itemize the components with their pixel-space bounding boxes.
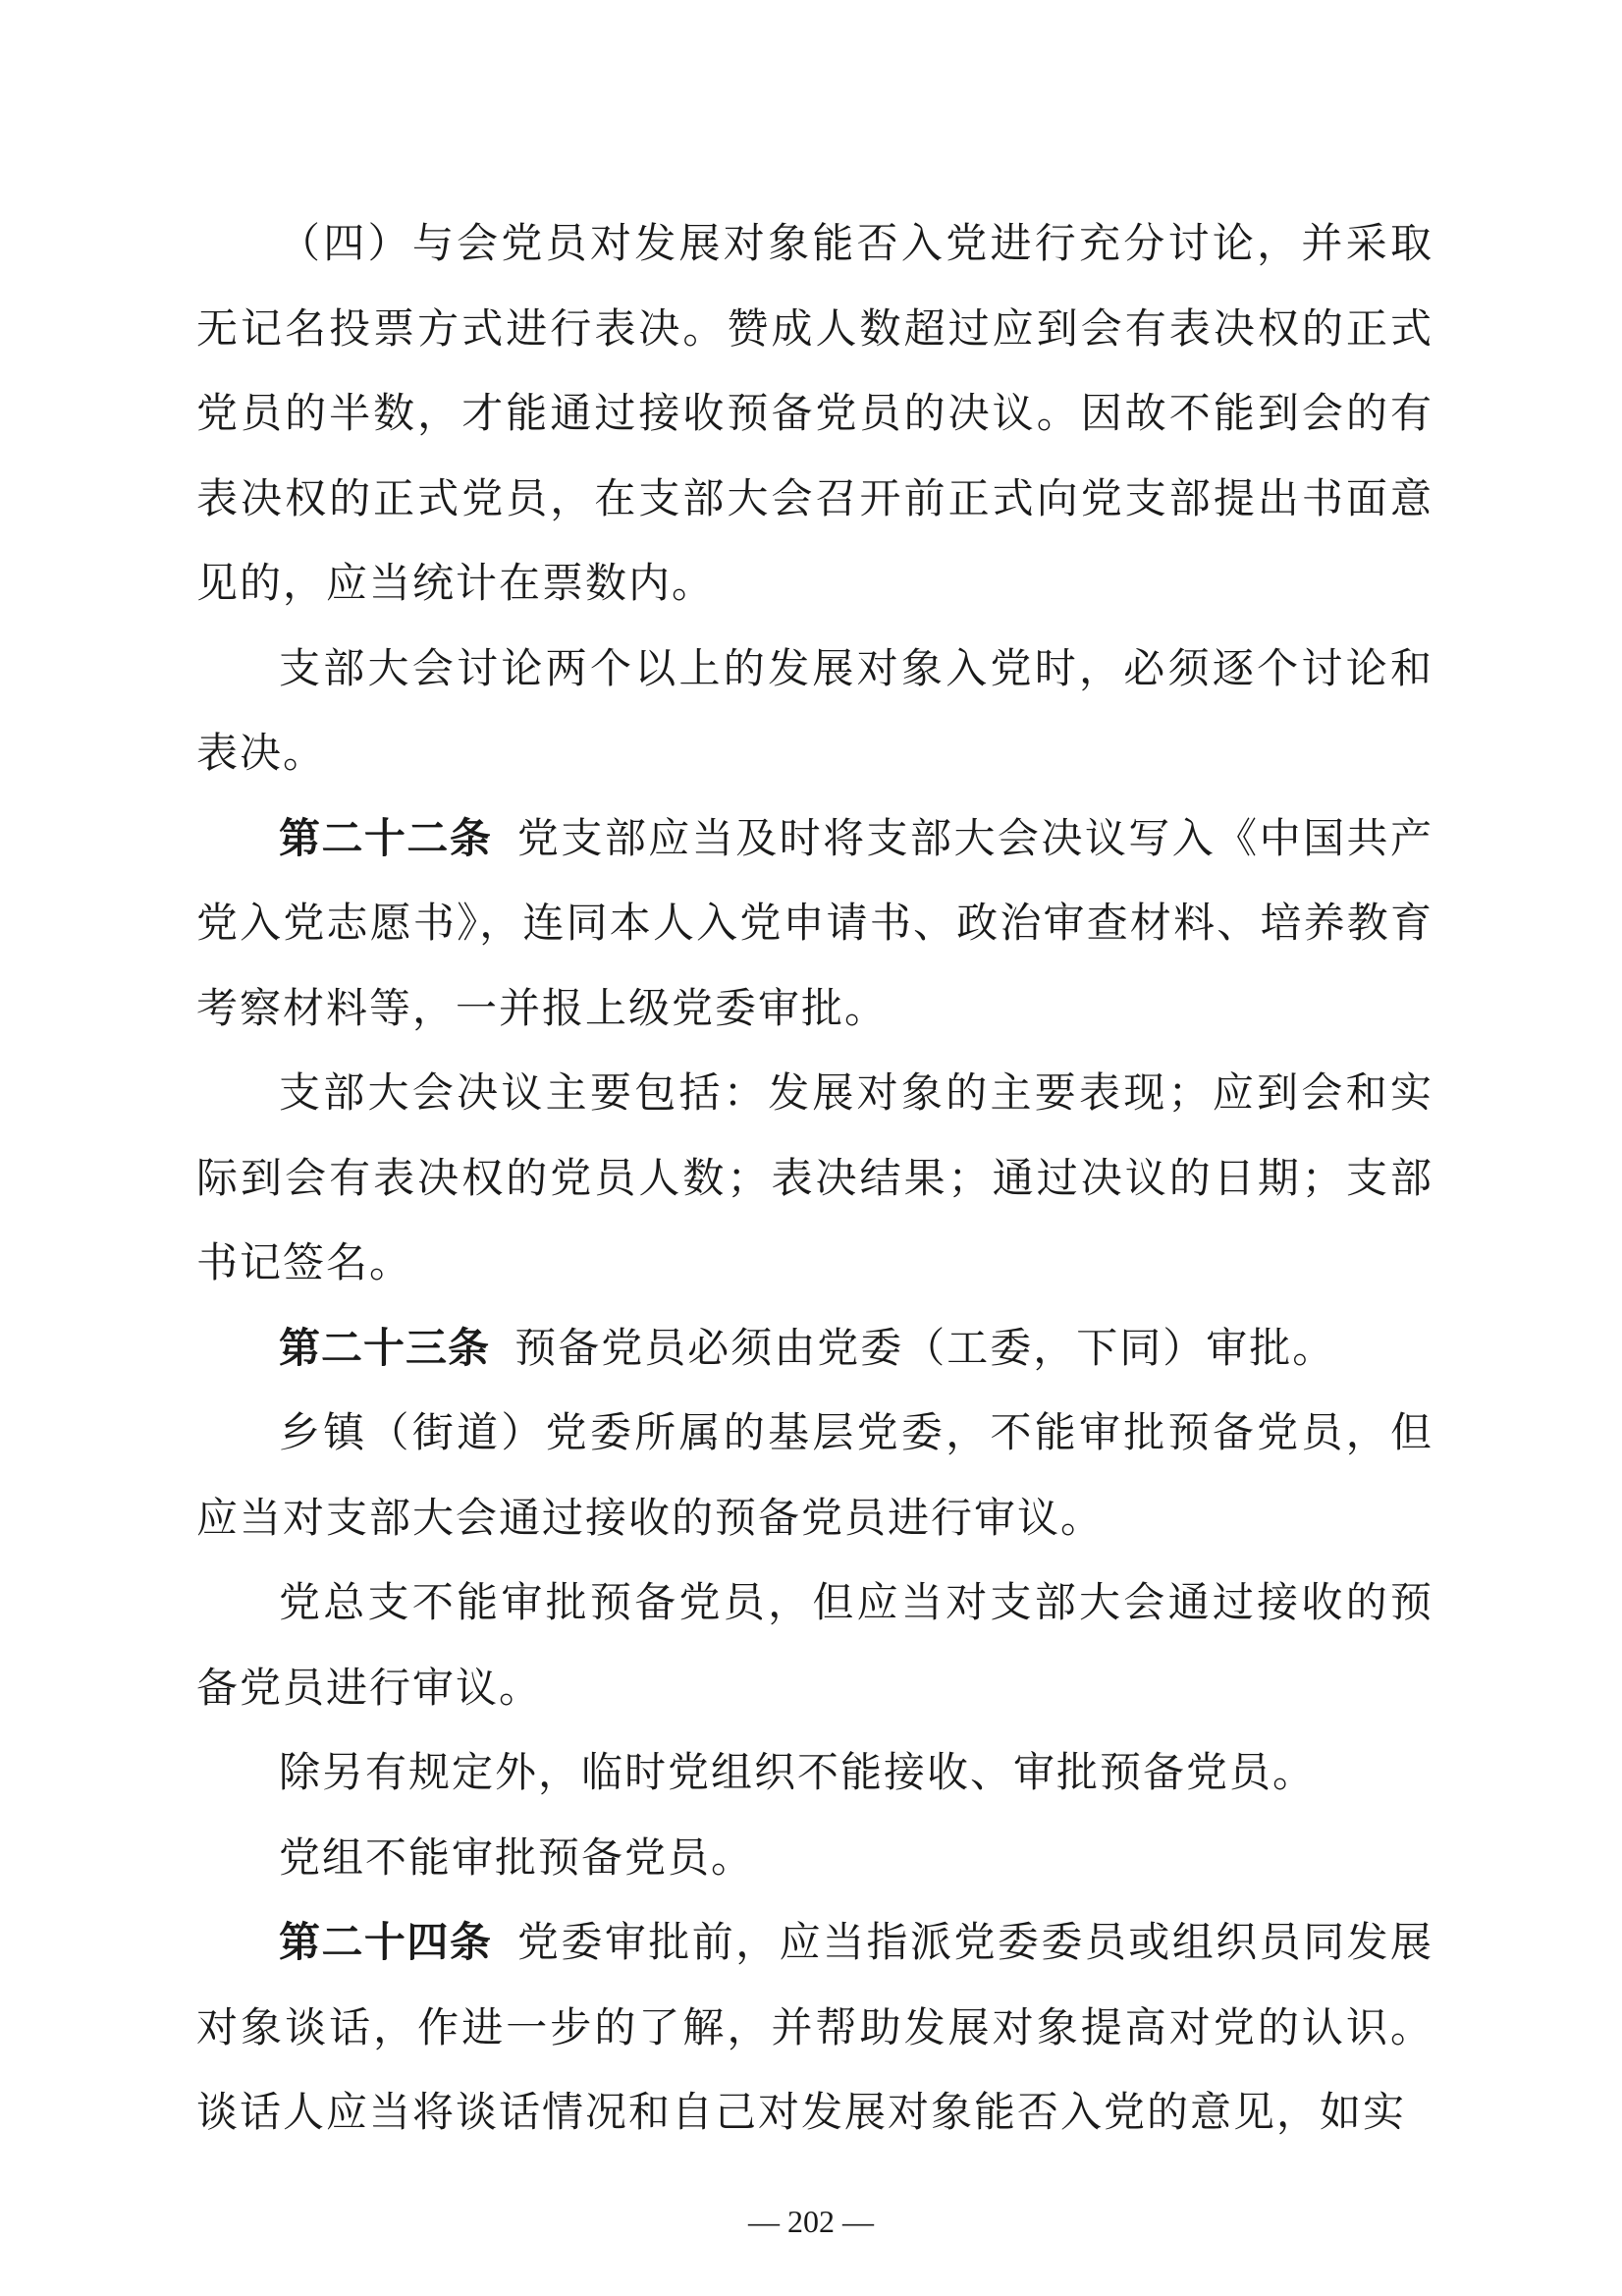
paragraph-7: [196, 1560, 1433, 1730]
article-22: [196, 796, 1433, 1052]
paragraph-9: [196, 1816, 1433, 1901]
paragraph-text: 党委审批前，应当指派党委委员或组织员同发展对象谈话，作进一步的了解，并帮助发展对象提高对党的认识。谈话人应当将谈话情况和自己对发展对象能否入党的意见，如实: [196, 1918, 1433, 2136]
paragraph-text: 党组不能审批预备党员。: [279, 1832, 755, 1882]
page-number: — 202 —: [748, 2204, 874, 2239]
paragraph-8: [196, 1730, 1433, 1816]
article-number: 第二十三条: [279, 1323, 491, 1372]
body-text: [196, 201, 1433, 2156]
article-23: [196, 1306, 1433, 1392]
paragraph-text: 支部大会讨论两个以上的发展对象入党时，必须逐个讨论和表决。: [196, 643, 1433, 777]
article-24: [196, 1900, 1433, 2156]
article-number: 第二十二条: [279, 813, 493, 862]
paragraph-text: （四）与会党员对发展对象能否入党进行充分讨论，并采取无记名投票方式进行表决。赞成人数超过应到会有表决权的正式党员的半数，才能通过接收预备党员的决议。因故不能到会的有表决权的正式党员，在支部大会召开前正式向党支部提出书面意见的，应当统计在票数内。: [196, 219, 1433, 607]
paragraph-text: 除另有规定外，临时党组织不能接收、审批预备党员。: [279, 1748, 1317, 1796]
paragraph-6: [196, 1391, 1433, 1560]
paragraph-2: [196, 627, 1433, 796]
paragraph-4: [196, 1051, 1433, 1306]
article-number: 第二十四条: [279, 1918, 493, 1966]
paragraph-text: 预备党员必须由党委（工委，下同）审批。: [514, 1323, 1336, 1372]
paragraph-text: 党支部应当及时将支部大会决议写入《中国共产党入党志愿书》，连同本人入党申请书、政治审查材料、培养教育考察材料等，一并报上级党委审批。: [196, 813, 1433, 1032]
paragraph-text: 乡镇（街道）党委所属的基层党委，不能审批预备党员，但应当对支部大会通过接收的预备党员进行审议。: [196, 1408, 1433, 1542]
paragraph-text: 支部大会决议主要包括：发展对象的主要表现；应到会和实际到会有表决权的党员人数；表决结果；通过决议的日期；支部书记签名。: [196, 1068, 1433, 1286]
paragraph-1: [196, 201, 1433, 627]
paragraph-text: 党总支不能审批预备党员，但应当对支部大会通过接收的预备党员进行审议。: [196, 1578, 1433, 1712]
